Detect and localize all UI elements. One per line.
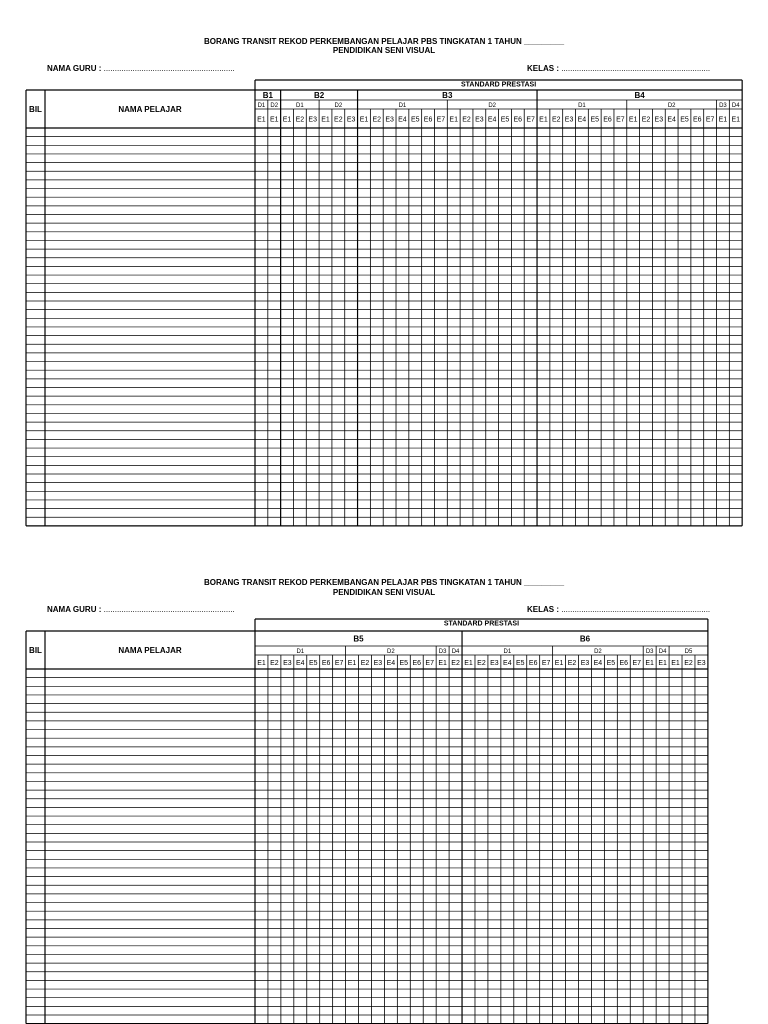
domain-label: D5: [684, 648, 693, 655]
teacher-name-blank[interactable]: ...........................................................: [103, 605, 235, 614]
domain-label: D4: [731, 102, 740, 109]
domain-label: D4: [658, 648, 667, 655]
element-label: E5: [500, 116, 510, 124]
element-label: E7: [632, 659, 642, 667]
element-label: E2: [551, 116, 561, 124]
domain-label: D3: [719, 102, 727, 109]
domain-label: D1: [578, 102, 586, 109]
element-label: E2: [334, 116, 343, 124]
element-label: E2: [295, 116, 305, 124]
domain-label: D2: [270, 102, 279, 109]
element-label: E1: [554, 659, 564, 667]
element-label: E5: [410, 116, 420, 124]
element-label: E4: [503, 659, 512, 667]
element-label: E3: [697, 659, 706, 667]
bil-header: BIL: [29, 646, 42, 655]
element-label: E7: [334, 659, 344, 667]
element-label: E1: [464, 659, 473, 667]
domain-label: D2: [488, 102, 497, 109]
element-label: E1: [359, 116, 369, 124]
band-label: B4: [634, 91, 645, 100]
element-label: E4: [398, 116, 407, 124]
score-grid[interactable]: [0, 75, 768, 535]
teacher-name-label: NAMA GURU :: [47, 605, 102, 614]
domain-label: D4: [451, 648, 460, 655]
element-label: E4: [386, 659, 396, 667]
domain-label: D1: [296, 102, 304, 109]
domain-label: D1: [398, 102, 407, 109]
class-blank[interactable]: ...................................................................: [561, 605, 711, 614]
element-label: E4: [667, 116, 676, 124]
element-label: E1: [671, 659, 680, 667]
form-subtitle: PENDIDIKAN SENI VISUAL: [332, 588, 436, 597]
form-title: BORANG TRANSIT REKOD PERKEMBANGAN PELAJAR PBS TINGKATAN 1 TAHUN _________: [203, 37, 565, 46]
element-label: E6: [528, 659, 538, 667]
standard-prestasi-header: STANDARD PRESTASI: [460, 81, 537, 89]
domain-label: D1: [257, 102, 266, 109]
domain-label: D1: [296, 648, 305, 655]
element-label: E2: [477, 659, 486, 667]
element-label: E1: [645, 659, 654, 667]
class-label: KELAS :: [527, 64, 559, 73]
element-label: E4: [296, 659, 305, 667]
element-label: E6: [321, 659, 331, 667]
element-label: E6: [619, 659, 629, 667]
element-label: E4: [593, 659, 603, 667]
class-field[interactable]: [527, 64, 710, 74]
element-label: E7: [425, 659, 434, 667]
domain-label: D2: [334, 102, 343, 109]
element-label: E7: [616, 116, 625, 124]
element-label: E4: [577, 116, 587, 124]
domain-label: D3: [438, 648, 447, 655]
element-label: E2: [567, 659, 577, 667]
element-label: E7: [526, 116, 535, 124]
element-label: E6: [693, 116, 702, 124]
element-label: E5: [680, 116, 689, 124]
element-label: E2: [641, 116, 651, 124]
element-label: E4: [487, 116, 497, 124]
element-label: E2: [684, 659, 693, 667]
band-label: B3: [442, 91, 453, 100]
element-label: E1: [257, 116, 266, 124]
element-label: E7: [705, 116, 715, 124]
band-label: B1: [262, 91, 273, 100]
element-label: E5: [590, 116, 600, 124]
element-label: E1: [282, 116, 292, 124]
class-blank[interactable]: ...................................................................: [561, 64, 711, 73]
element-label: E1: [438, 659, 447, 667]
element-label: E7: [541, 659, 551, 667]
element-label: E1: [628, 116, 638, 124]
element-label: E7: [436, 116, 446, 124]
nama-pelajar-header: NAMA PELAJAR: [118, 646, 182, 655]
element-label: E2: [451, 659, 460, 667]
element-label: E3: [475, 116, 484, 124]
teacher-name-field[interactable]: [47, 64, 235, 74]
element-label: E5: [606, 659, 616, 667]
element-label: E1: [449, 116, 458, 124]
element-label: E1: [257, 659, 266, 667]
bil-header: BIL: [29, 105, 42, 114]
teacher-name-label: NAMA GURU :: [47, 64, 102, 73]
element-label: E3: [580, 659, 590, 667]
element-label: E6: [603, 116, 612, 124]
element-label: E3: [373, 659, 383, 667]
form-subtitle: PENDIDIKAN SENI VISUAL: [332, 46, 436, 55]
element-label: E6: [513, 116, 523, 124]
element-label: E1: [731, 116, 741, 124]
element-label: E3: [283, 659, 292, 667]
standard-prestasi-header: STANDARD PRESTASI: [443, 620, 520, 628]
element-label: E1: [321, 116, 330, 124]
element-label: E1: [718, 116, 728, 124]
element-label: E3: [654, 116, 664, 124]
element-label: E2: [462, 116, 471, 124]
band-label: B2: [313, 91, 325, 100]
domain-label: D2: [594, 648, 602, 655]
teacher-name-blank[interactable]: ...........................................................: [103, 64, 235, 73]
element-label: E1: [658, 659, 667, 667]
element-label: E3: [385, 116, 394, 124]
element-label: E5: [399, 659, 409, 667]
element-label: E1: [269, 116, 279, 124]
domain-label: D1: [503, 648, 512, 655]
element-label: E5: [308, 659, 318, 667]
element-label: E3: [490, 659, 499, 667]
element-label: E2: [270, 659, 279, 667]
element-label: E5: [515, 659, 525, 667]
element-label: E3: [564, 116, 574, 124]
element-label: E2: [372, 116, 382, 124]
element-label: E6: [423, 116, 433, 124]
nama-pelajar-header: NAMA PELAJAR: [118, 105, 182, 114]
element-label: E6: [412, 659, 422, 667]
band-label: B5: [353, 634, 364, 644]
band-label: B6: [579, 634, 591, 644]
element-label: E1: [539, 116, 548, 124]
domain-label: D2: [387, 648, 395, 655]
class-label: KELAS :: [527, 605, 559, 614]
score-grid[interactable]: [0, 614, 768, 1024]
element-label: E3: [308, 116, 317, 124]
element-label: E1: [347, 659, 357, 667]
element-label: E3: [346, 116, 356, 124]
domain-label: D3: [645, 648, 654, 655]
element-label: E2: [360, 659, 370, 667]
form-title: BORANG TRANSIT REKOD PERKEMBANGAN PELAJAR PBS TINGKATAN 1 TAHUN _________: [203, 578, 565, 587]
domain-label: D2: [667, 102, 676, 109]
